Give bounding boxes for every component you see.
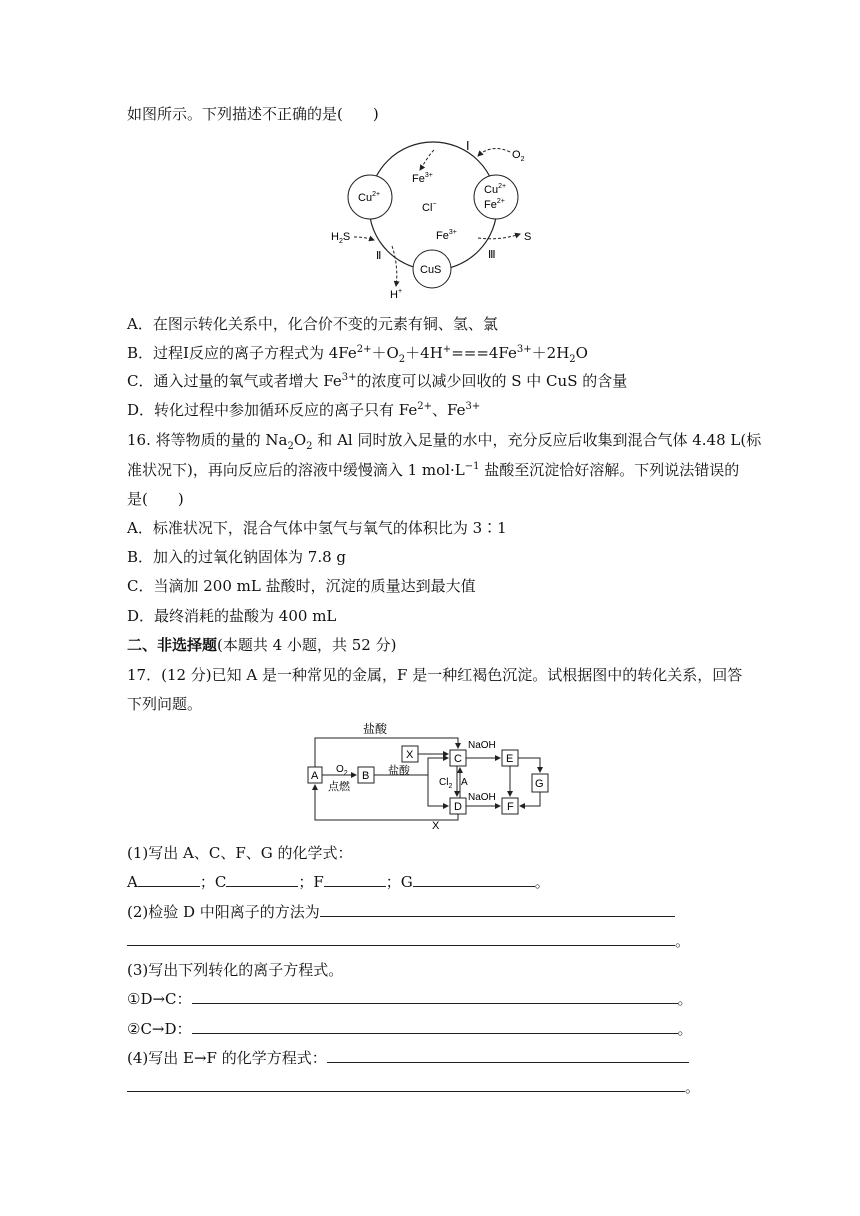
q17-flow-diagram bbox=[306, 720, 556, 832]
arrow-h2s-in bbox=[354, 237, 374, 240]
fe3-bottom-label: $Fe^{3+}$ bbox=[436, 229, 457, 242]
cufe-circle bbox=[474, 175, 518, 219]
x-bottom-label: X bbox=[432, 820, 440, 832]
h2s-label: $H_2S$ bbox=[331, 231, 351, 245]
section2-heading: 二、非选择题(本题共 4 小题，共 52 分) bbox=[127, 636, 397, 654]
answer-blank-g[interactable] bbox=[413, 872, 535, 887]
q16-option-b: B．加入的过氧化钠固体为 7.8 g bbox=[127, 548, 347, 566]
q17-part3: (3)写出下列转化的离子方程式。 bbox=[127, 961, 344, 979]
q16-stem-line1: 16. 将等物质的量的 $Na_2O_2$ 和 Al 同时放入足量的水中，充分反应后收集到混合气体 4.48 L(标 bbox=[127, 431, 762, 452]
o2-label: $O_2$ bbox=[336, 764, 348, 777]
q17-part4: (4)写出 E→F 的化学方程式： bbox=[127, 1048, 689, 1068]
box-C-label: C bbox=[454, 753, 462, 765]
naoh-bottom-label: NaOH bbox=[468, 792, 496, 803]
cu2-label: $Cu^{2+}$ bbox=[358, 191, 381, 204]
cus-label: CuS bbox=[420, 264, 442, 276]
q15-cycle-diagram bbox=[328, 134, 558, 304]
arrow-fe3-top bbox=[420, 150, 434, 170]
q17-stem-line2: 下列问题。 bbox=[127, 695, 203, 713]
o2-label: $O_2$ bbox=[512, 149, 525, 163]
q15-option-a: A．在图示转化关系中，化合价不变的元素有铜、氢、氯 bbox=[127, 315, 498, 333]
edge-A-C-top bbox=[315, 738, 458, 767]
q17-part4-line2: 。 bbox=[127, 1077, 700, 1097]
box-E-label: E bbox=[506, 753, 514, 765]
answer-blank-c[interactable] bbox=[226, 872, 298, 887]
hcl-top-label: 盐酸 bbox=[363, 722, 388, 736]
q17-part3-2: ②C→D： 。 bbox=[127, 1020, 693, 1038]
answer-blank-a[interactable] bbox=[138, 872, 200, 887]
arrow-h-out bbox=[392, 246, 397, 286]
roman1-label: Ⅰ bbox=[466, 139, 470, 153]
q16-option-c: C．当滴加 200 mL 盐酸时，沉淀的质量达到最大值 bbox=[127, 577, 476, 595]
answer-blank-4b[interactable] bbox=[127, 1077, 685, 1092]
hcl-mid-label: 盐酸 bbox=[388, 765, 410, 777]
q16-stem-line2: 准状况下)，再向反应后的溶液中缓慢滴入 1 $mol\cdot L^{-1}$ 盐酸至沉淀恰好溶解。下列说法错误的 bbox=[127, 461, 740, 479]
q16-option-d: D．最终消耗的盐酸为 400 mL bbox=[127, 607, 337, 625]
roman3-label: Ⅲ bbox=[488, 249, 496, 261]
box-X-label: X bbox=[406, 749, 414, 761]
q15-option-d: D．转化过程中参加循环反应的离子只有 $Fe^{2+}$、$Fe^{3+}$ bbox=[127, 401, 481, 419]
box-D-label: D bbox=[454, 801, 462, 813]
fe3-top-label: $Fe^{3+}$ bbox=[412, 172, 433, 185]
q17-part3-1: ①D→C： 。 bbox=[127, 990, 693, 1008]
q15-stem: 如图所示。下列描述不正确的是( ) bbox=[127, 105, 379, 123]
box-A-label: A bbox=[311, 770, 319, 782]
cufe-cu-label: $Cu^{2+}$ bbox=[484, 183, 507, 196]
q15-option-b: B．过程Ⅰ反应的离子方程式为 $4Fe^{2+}+O_2+4H^+===4Fe^{3+}+2H_2O$ bbox=[127, 344, 588, 365]
ignite-label: 点燃 bbox=[328, 781, 350, 793]
arrow-o2-in bbox=[478, 149, 510, 156]
answer-blank-3b[interactable] bbox=[192, 1019, 678, 1034]
edge-G-F bbox=[520, 792, 540, 806]
box-B-label: B bbox=[362, 770, 370, 782]
answer-blank-f[interactable] bbox=[324, 872, 386, 887]
cl2-label: $Cl_2$ bbox=[439, 777, 453, 790]
q15-option-c: C．通入过量的氧气或者增大 $Fe^{3+}$的浓度可以减少回收的 S 中 CuS 的含量 bbox=[127, 372, 628, 390]
answer-blank-2b[interactable] bbox=[127, 931, 675, 946]
edge-split-up bbox=[428, 758, 448, 775]
a-side-label: A bbox=[461, 777, 468, 788]
box-F-label: F bbox=[507, 801, 514, 813]
h-plus-label: H+ bbox=[390, 288, 403, 301]
cufe-fe-label: $Fe^{2+}$ bbox=[484, 198, 505, 211]
s-label: S bbox=[524, 231, 532, 243]
box-G-label: G bbox=[535, 778, 544, 790]
q17-part1: (1)写出 A、C、F、G 的化学式： bbox=[127, 844, 353, 862]
arrow-s-out bbox=[478, 234, 520, 239]
q17-part2: (2)检验 D 中阳离子的方法为 bbox=[127, 902, 675, 922]
q17-part1-answers: A ；C ；F ；G 。 bbox=[127, 873, 550, 891]
q17-part2-line2: 。 bbox=[127, 931, 690, 951]
cl-label: Cl− bbox=[422, 201, 437, 214]
q16-stem-line3: 是( ) bbox=[127, 490, 184, 508]
q16-option-a: A．标准状况下，混合气体中氢气与氧气的体积比为 3∶1 bbox=[127, 519, 507, 537]
answer-blank-3a[interactable] bbox=[192, 989, 678, 1004]
answer-blank-2a[interactable] bbox=[320, 902, 675, 917]
edge-E-G bbox=[518, 758, 540, 772]
naoh-top-label: NaOH bbox=[468, 740, 496, 751]
answer-blank-4a[interactable] bbox=[327, 1048, 689, 1063]
q17-stem-line1: 17．(12 分)已知 A 是一种常见的金属，F 是一种红褐色沉淀。试根据图中的转化关系，回答 bbox=[127, 666, 743, 684]
roman2-label: Ⅱ bbox=[376, 250, 382, 262]
